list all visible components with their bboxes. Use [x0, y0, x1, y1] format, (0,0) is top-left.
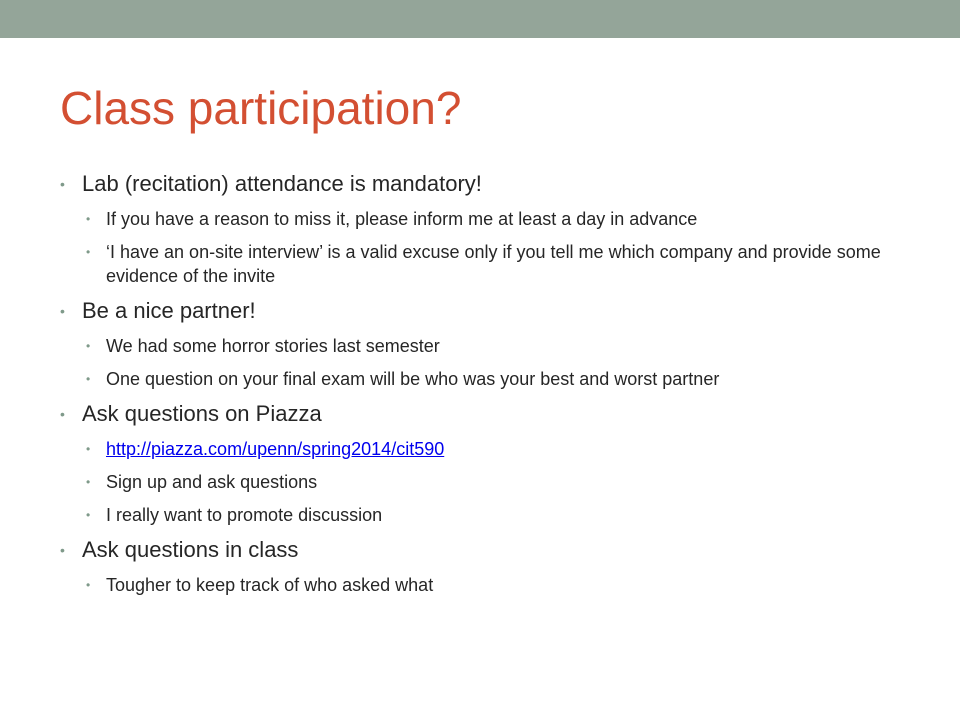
bullet-nice-partner	[60, 297, 900, 325]
sub-bullet-piazza-link	[60, 437, 900, 461]
sub-bullet-promote-discussion	[60, 503, 900, 527]
bullet-questions-in-class	[60, 536, 900, 564]
bullet-icon: •	[86, 372, 91, 386]
bullet-icon: •	[60, 406, 65, 422]
bullet-lab-attendance	[60, 170, 900, 198]
bullet-text: Be a nice partner!	[82, 298, 256, 323]
sub-bullet-text: One question on your final exam will be who was your best and worst partner	[106, 369, 720, 389]
sub-bullet-sign-up	[60, 470, 900, 494]
bullet-text: Ask questions in class	[82, 537, 299, 562]
bullet-icon: •	[86, 578, 91, 592]
slide-title: Class participation?	[60, 82, 462, 134]
sub-bullet-text: Tougher to keep track of who asked what	[106, 575, 434, 595]
bullet-icon: •	[86, 212, 91, 226]
sub-bullet-text: Sign up and ask questions	[106, 472, 318, 492]
bullet-piazza	[60, 400, 900, 428]
bullet-icon: •	[60, 176, 65, 192]
sub-bullet-exam-question	[60, 367, 900, 391]
bullet-icon: •	[86, 339, 91, 353]
bullet-icon: •	[86, 508, 91, 522]
sub-bullet-tougher-to-track	[60, 573, 900, 597]
bullet-icon: •	[86, 475, 91, 489]
sub-bullet-text: If you have a reason to miss it, please inform me at least a day in advance	[106, 209, 698, 229]
sub-bullet-horror-stories	[60, 334, 900, 358]
bullet-text: Lab (recitation) attendance is mandatory!	[82, 171, 482, 196]
bullet-icon: •	[86, 245, 91, 259]
sub-bullet-interview-excuse	[60, 240, 900, 288]
sub-bullet-text: We had some horror stories last semester	[106, 336, 440, 356]
top-accent-bar	[0, 0, 960, 38]
sub-bullet-inform-in-advance	[60, 207, 900, 231]
bullet-icon: •	[86, 442, 91, 456]
bullet-icon: •	[60, 303, 65, 319]
bullet-text: Ask questions on Piazza	[82, 401, 322, 426]
bullet-icon: •	[60, 542, 65, 558]
sub-bullet-text: I really want to promote discussion	[106, 505, 383, 525]
sub-bullet-text: ‘I have an on-site interview’ is a valid excuse only if you tell me which company and provide some evidence of the invite	[106, 242, 881, 286]
piazza-link[interactable]: http://piazza.com/upenn/spring2014/cit590	[106, 439, 445, 459]
slide-body	[60, 170, 900, 597]
